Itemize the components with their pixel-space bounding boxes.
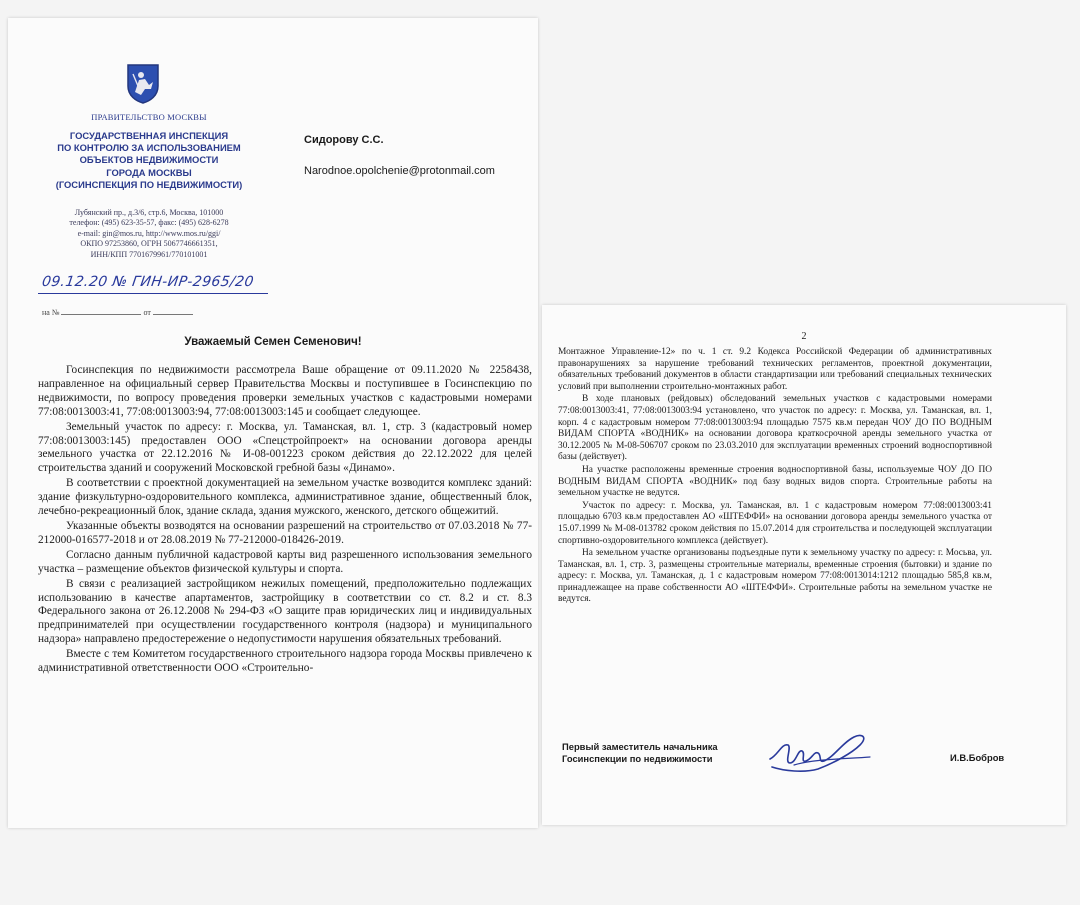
handwritten-signature-icon bbox=[764, 729, 876, 777]
letter-page-1 bbox=[8, 18, 538, 828]
signatory-title-line: Первый заместитель начальника bbox=[562, 741, 718, 752]
org-line: (ГОСИНСПЕКЦИЯ ПО НЕДВИЖИМОСТИ) bbox=[55, 178, 243, 190]
government-label: ПРАВИТЕЛЬСТВО МОСКВЫ bbox=[91, 112, 207, 122]
org-line: ГОСУДАРСТВЕННАЯ ИНСПЕКЦИЯ bbox=[69, 130, 229, 141]
body-paragraph: Монтажное Управление-12» по ч. 1 ст. 9.2 Кодекса Российской Федерации об административных правонарушениях за нарушение требований технических регламентов, проектной документации, обязательных требований документов в области стандартизации или требований специальных технических условий при выполнении строительно-монтажных работ. bbox=[558, 347, 992, 392]
moscow-coat-of-arms-icon bbox=[125, 62, 161, 104]
body-paragraph: Госинспекция по недвижимости рассмотрела Ваше обращение от 09.11.2020 № 2258438, направленное на официальный сервер Правительства Москвы и поступившее в Госинспекцию по недвижимости, по вопросу проведения проверки земельных участков с кадастровыми номерами 77:08:0013003:41, 77:08:0013003:94, 77:08:0013003:145 и сообщает следующее. bbox=[38, 364, 532, 418]
org-line: ОБЪЕКТОВ НЕДВИЖИМОСТИ bbox=[79, 154, 219, 166]
body-paragraph: Земельный участок по адресу: г. Москва, ул. Таманская, вл. 1, стр. 3 (кадастровый номер 77:08:0013003:145) предоставлен ООО «Спецстройпроект» на основании договора аренды земельного участка от 22.12.2016 № И-08-001223 сроком действия до 22.12.2022 для целей строительства зданий и сооружений Московской гребной базы «Динамо». bbox=[38, 420, 532, 475]
body-paragraph: В соответствии с проектной документацией на земельном участке возводится комплекс зданий: здание физкультурно-оздоровительного комплекса, административное здание, общественный блок, лечебно-рекреационный блок, здание склада, здания мужского, женского, детского общежитий. bbox=[38, 477, 532, 518]
recipient-name: Сидорову С.С. bbox=[304, 134, 384, 146]
reference-from: от bbox=[143, 308, 151, 317]
body-paragraph: Указанные объекты возводятся на основании разрешений на строительство от 07.03.2018 № 77-212000-016577-2018 и от 28.08.2019 № 77-212000-018426-2019. bbox=[38, 519, 532, 546]
org-line: ПО КОНТРОЛЮ ЗА ИСПОЛЬЗОВАНИЕМ bbox=[57, 142, 241, 154]
reference-prefix: на № bbox=[42, 308, 60, 317]
registration-underline bbox=[38, 293, 268, 294]
reference-blank bbox=[61, 306, 141, 315]
page-number: 2 bbox=[801, 331, 807, 342]
letter-page-2 bbox=[542, 305, 1066, 825]
body-paragraph: В связи с реализацией застройщиком нежилых помещений, предположительно подлежащих использованию в качестве апартаментов, застройщику в соответствии со ст. 8.2 и ст. 8.3 Федерального закона от 26.12.2008 № 294-ФЗ «О защите прав юридических лиц и индивидуальных предпринимателей при осуществлении государственного контроля (надзора) и муниципального надзора» направлено предостережение о недопустимости нарушения обязательных требований. bbox=[38, 577, 532, 646]
organization-name bbox=[38, 130, 260, 191]
body-paragraph: На участке расположены временные строения водноспортивной базы, используемые ЧОУ ДО ПО ВОДНЫМ ВИДАМ СПОРТА «ВОДНИК» под базу водных видов спорта. Строительные работы на земельном участке не ведутся. bbox=[558, 464, 992, 499]
body-paragraph: На земельном участке организованы подъездные пути к земельному участку по адресу: г. Мосьва, ул. Таманская, вл. 1, стр. 3, размещены строительные материалы, временные строения (бытовки) и здание по адресу: г. Москва, ул. Таманская, д. 1 с кадастровым номером 77:08:0013014:1212 площадью 585,8 кв.м, принадлежащее на праве собственности АО «ШТЕФФИ». Строительные работы на земельном участке не ведутся. bbox=[558, 548, 992, 605]
signatory-title-line: Госинспекции по недвижимости bbox=[562, 753, 713, 764]
body-paragraph: Согласно данным публичной кадастровой карты вид разрешенного использования земельного участка – размещение объектов физической культуры и спорта. bbox=[38, 548, 532, 575]
org-line: ГОРОДА МОСКВЫ bbox=[106, 166, 192, 178]
signatory-name: И.В.Бобров bbox=[950, 752, 1005, 763]
contact-line: ИНН/КПП 7701679961/770101001 bbox=[90, 249, 208, 259]
recipient-email: Narodnoe.opolchenie@protonmail.com bbox=[304, 165, 495, 177]
body-paragraph: Вместе с тем Комитетом государственного строительного надзора города Москвы привлечено к административной ответственности ООО «Строительно- bbox=[38, 648, 532, 675]
body-paragraph: Участок по адресу: г. Москва, ул. Таманская, вл. 1 с кадастровым номером 77:08:0013003:41 площадью 6703 кв.м предоставлен АО «ШТЕФФИ» на основании договора аренды земельного участка от 15.07.1999 № М-08-013782 сроком действия по 15.07.2014 для строительства и последующей эксплуатации спортивно-оздоровительного комплекса (действует). bbox=[558, 500, 992, 546]
signatory-title bbox=[562, 741, 718, 765]
contact-line: e-mail: gin@mos.ru, http://www.mos.ru/ggi/ bbox=[77, 228, 221, 238]
contact-block bbox=[38, 208, 260, 260]
contact-line: телефон: (495) 623-35-57, факс: (495) 628-6278 bbox=[69, 218, 229, 228]
salutation: Уважаемый Семен Семенович! bbox=[184, 336, 362, 348]
reference-date-blank bbox=[153, 306, 193, 315]
letter-body bbox=[38, 364, 532, 677]
contact-line: Лубянский пр., д.3/6, стр.6, Москва, 101000 bbox=[74, 208, 224, 217]
letter-body-continued bbox=[558, 347, 992, 607]
reference-line bbox=[42, 306, 193, 317]
handwritten-registration-number: 09.12.20 № ГИН-ИР-2965/20 bbox=[40, 274, 255, 290]
body-paragraph: В ходе плановых (рейдовых) обследований земельных участков с кадастровыми номерами 77:08:0013003:41, 77:08:0013003:94 установлено, что участок по адресу: г. Москва, ул. Таманская, вл. 1, корп. 4 с кадастровым номером 77:08:0013003:94 площадью 7575 кв.м передан ЧОУ ДО ПО ВОДНЫМ ВИДАМ СПОРТА «ВОДНИК» на основании договора краткосрочной аренды земельного участка от 30.12.2005 № М-08-506707 сроком по 23.03.2010 для эксплуатации временных строений водноспортивной базы (действует). bbox=[558, 394, 992, 463]
contact-line: ОКПО 97253860, ОГРН 5067746661351, bbox=[80, 239, 218, 249]
